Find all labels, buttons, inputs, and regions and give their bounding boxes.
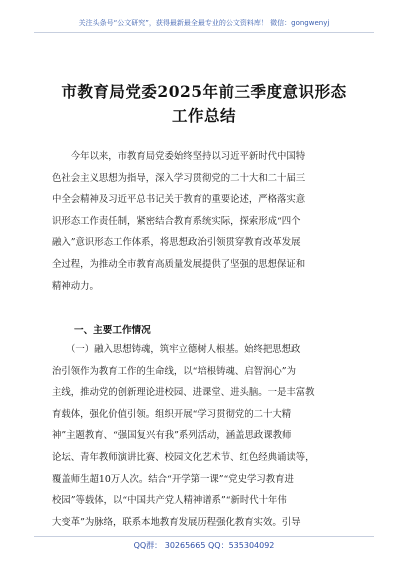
- document-title-line-1: 市教育局党委2025年前三季度意识形态: [61, 82, 347, 101]
- intro-line-1: 今年以来，市教育局党委始终坚持以习近平新时代中国特: [52, 151, 306, 162]
- intro-line-3: 中全会精神及习近平总书记关于教育的重要论述，严格落实意: [52, 194, 306, 206]
- section-line-4: 育载体，强化价值引领。组织开展“学习贯彻党的二十大精: [52, 408, 292, 420]
- section-heading: 一、主要工作情况: [74, 325, 151, 336]
- section-line-2: 治引领作为教育工作的生命线，以“培根铸魂、启智润心”为: [52, 365, 296, 377]
- section-line-7: 覆盖师生超10万人次。结合“开学第一课”“党史学习教育进: [52, 473, 294, 485]
- section-line-5: 神”主题教育、“强国复兴有我”系列活动，涵盖思政课教师: [52, 430, 292, 442]
- header-divider: [34, 32, 374, 33]
- section-line-6: 论坛、青年教师演讲比赛、校园文化艺术节、红色经典诵读等，: [52, 452, 315, 463]
- section-line-3: 主线，推动党的创新理论进校园、进课堂、进头脑。一是丰富教: [52, 387, 315, 399]
- footer-divider: [34, 536, 374, 537]
- intro-line-6: 全过程，为推动全市教育高质量发展提供了坚强的思想保证和: [52, 259, 306, 270]
- intro-line-7: 精神动力。: [52, 280, 99, 292]
- section-line-8: 校园”等载体，以“中国共产党人精神谱系”“新时代十年伟: [52, 495, 287, 507]
- intro-line-5: 融入”意识形态工作体系，将思想政治引领贯穿教育改革发展: [52, 237, 301, 249]
- intro-line-4: 识形态工作责任制，紧密结合教育系统实际，探索形成“四个: [52, 215, 301, 227]
- intro-line-2: 色社会主义思想为指导，深入学习贯彻党的二十大和二十届三: [52, 172, 306, 184]
- section-line-1: （一）融入思想铸魂，筑牢立德树人根基。始终把思想政: [52, 344, 301, 355]
- header-banner: 关注头条号“公文研究”，获得最新最全最专业的公文资料库！ 微信：gongwenyj: [78, 19, 330, 27]
- footer-banner: QQ群： 30265665 QQ：535304092: [133, 541, 275, 550]
- document-title-line-2: 工作总结: [171, 106, 236, 125]
- section-line-9: 大变革”为脉络，联系本地教育发展历程强化教育实效。引导: [52, 516, 301, 528]
